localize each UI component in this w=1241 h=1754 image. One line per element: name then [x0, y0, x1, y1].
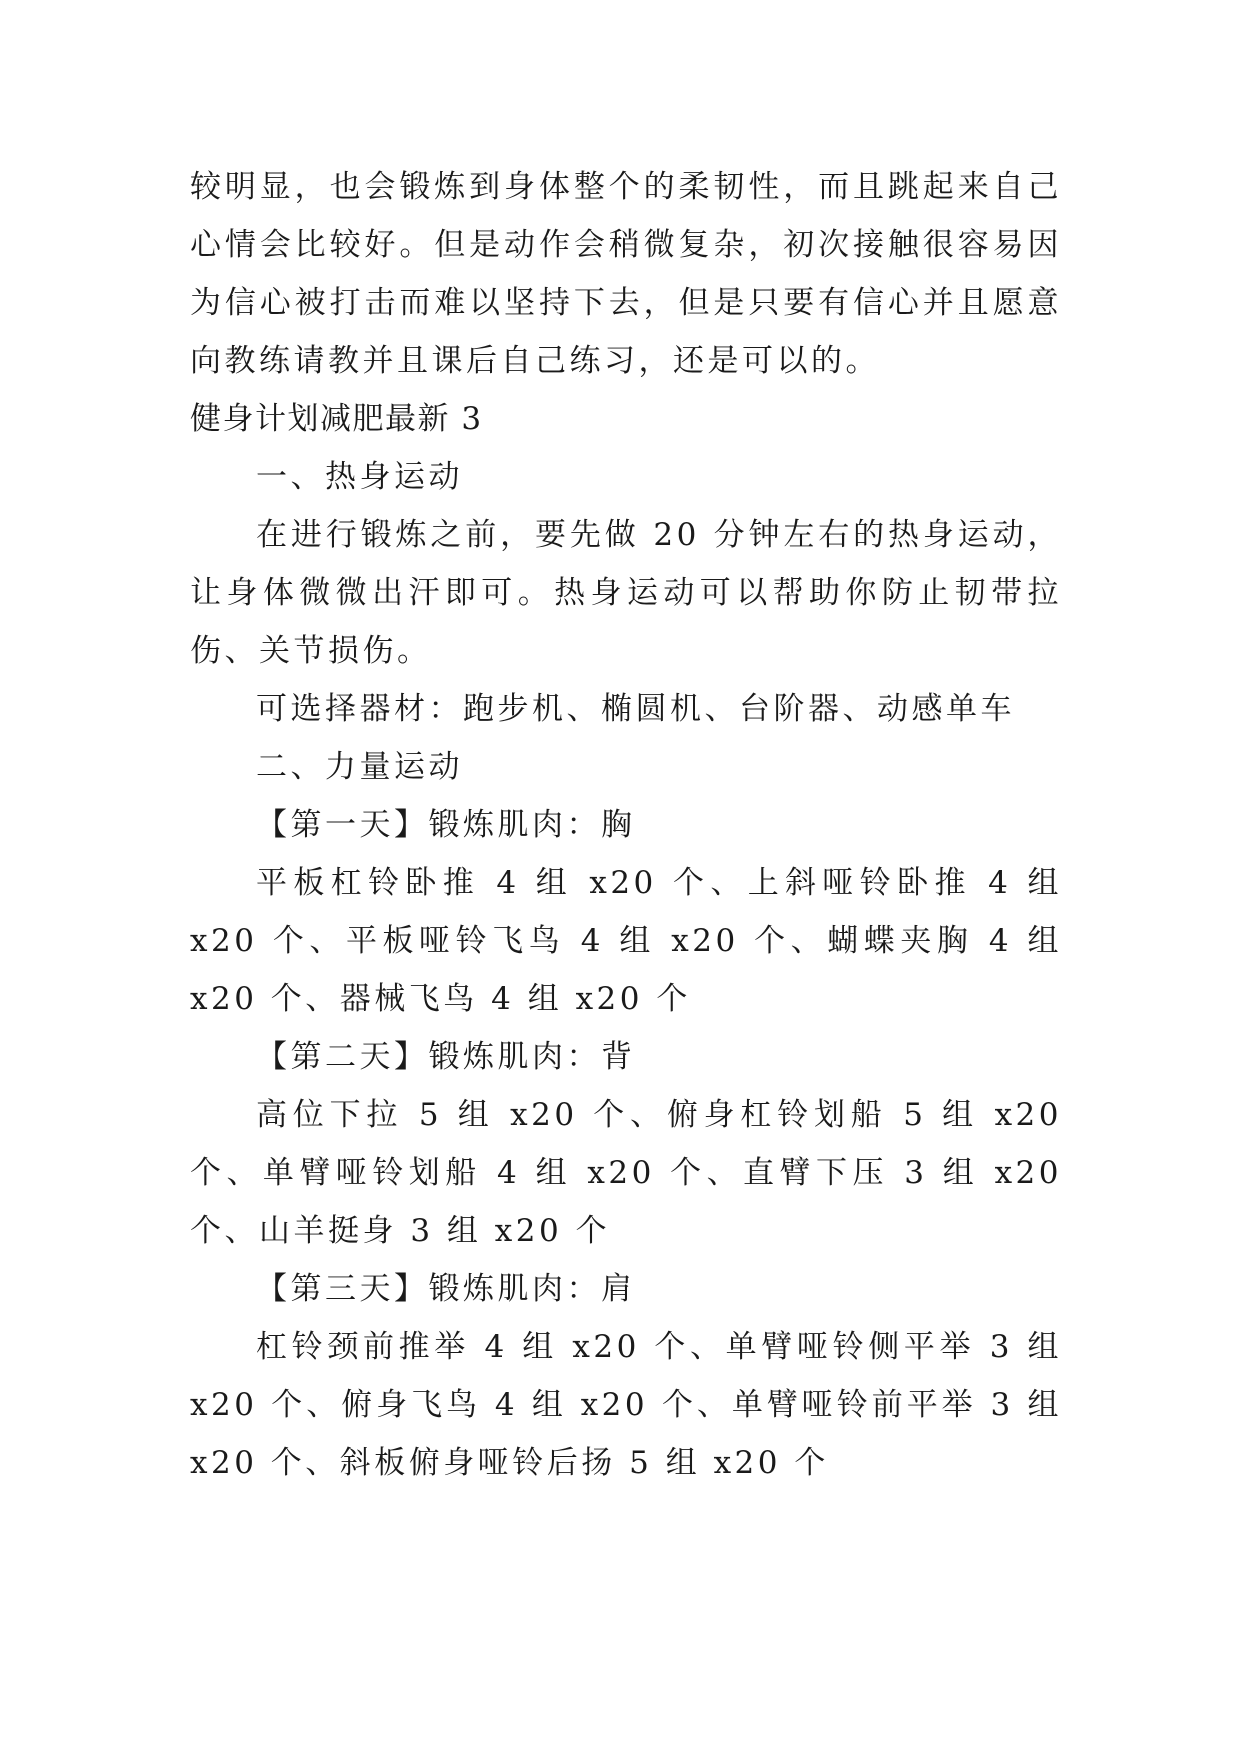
- day2-paragraph: 高位下拉 5 组 x20 个、俯身杠铃划船 5 组 x20 个、单臂哑铃划船 4 组 x20 个、直臂下压 3 组 x20 个、山羊挺身 3 组 x20 个: [190, 1097, 1062, 1249]
- warmup-paragraph: 在进行锻炼之前，要先做 20 分钟左右的热身运动，让身体微微出汗即可。热身运动可以帮助你防止韧带拉伤、关节损伤。: [190, 517, 1062, 669]
- day3-heading: 【第三天】锻炼肌肉：肩: [256, 1271, 636, 1307]
- day1-heading: 【第一天】锻炼肌肉：胸: [256, 807, 636, 843]
- intro-paragraph: 较明显，也会锻炼到身体整个的柔韧性，而且跳起来自己心情会比较好。但是动作会稍微复杂，初次接触很容易因为信心被打击而难以坚持下去，但是只要有信心并且愿意向教练请教并且课后自己练习，还是可以的。: [190, 169, 1062, 379]
- day1-paragraph: 平板杠铃卧推 4 组 x20 个、上斜哑铃卧推 4 组 x20 个、平板哑铃飞鸟 4 组 x20 个、蝴蝶夹胸 4 组 x20 个、器械飞鸟 4 组 x20 个: [190, 865, 1062, 1017]
- section-title: 健身计划减肥最新 3: [190, 401, 483, 437]
- day2-heading: 【第二天】锻炼肌肉：背: [256, 1039, 636, 1075]
- document-body: [190, 158, 1062, 1492]
- strength-heading: 二、力量运动: [256, 749, 463, 785]
- day3-paragraph: 杠铃颈前推举 4 组 x20 个、单臂哑铃侧平举 3 组 x20 个、俯身飞鸟 4 组 x20 个、单臂哑铃前平举 3 组 x20 个、斜板俯身哑铃后扬 5 组 x20 个: [190, 1329, 1062, 1481]
- equipment-line: 可选择器材：跑步机、椭圆机、台阶器、动感单车: [256, 691, 1015, 727]
- warmup-heading: 一、热身运动: [256, 459, 463, 495]
